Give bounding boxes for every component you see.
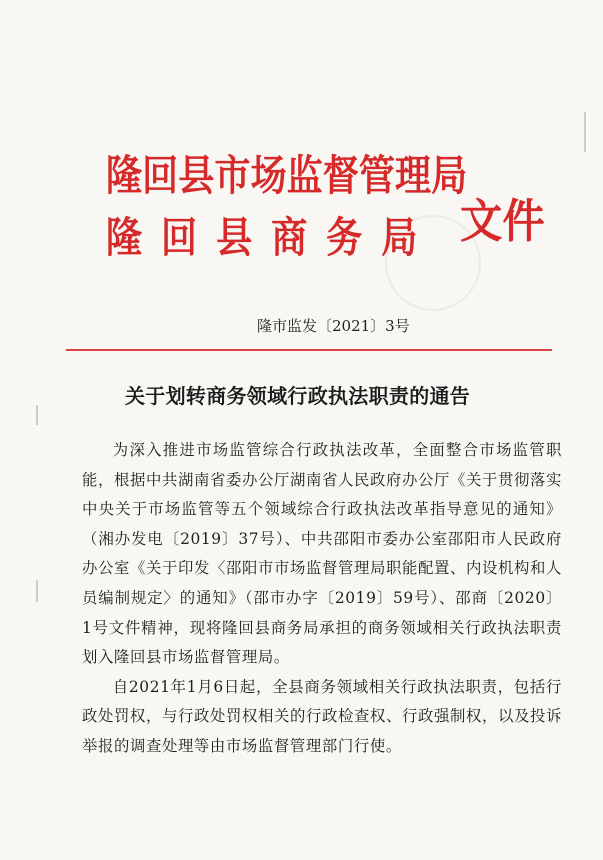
issuing-org-line-1: 隆回县市场监督管理局: [106, 151, 468, 200]
issuing-org-line-2: 隆回县商务局: [106, 213, 437, 262]
body-paragraph: 为深入推进市场监管综合行政执法改革，全面整合市场监管职能，根据中共湖南省委办公厅湖南省人民政府办公厅《关于贯彻落实中央关于市场监管等五个领域综合行政执法改革指导意见的通知》（湘办发电〔2019〕37号）、中共邵阳市委办公室邵阳市人民政府办公室《关于印发〈邵阳市市场监督管理局职能配置、内设机构和人员编制规定〉的通知》（邵市办字〔2019〕59号）、邵商〔2020〕1号文件精神，现将隆回县商务局承担的商务领域相关行政执法职责划入隆回县市场监督管理局。: [82, 441, 562, 667]
body-paragraph: 自2021年1月6日起，全县商务领域相关行政执法职责，包括行政处罚权，与行政处罚权相关的行政检查权、行政强制权，以及投诉举报的调查处理等由市场监督管理部门行使。: [82, 677, 562, 755]
red-divider: [66, 349, 552, 351]
scan-edge-mark: [584, 112, 586, 152]
scan-edge-mark: [36, 405, 38, 425]
doc-type-label: 文件: [460, 194, 545, 248]
document-title: 关于划转商务领域行政执法职责的通告: [125, 384, 471, 408]
scan-edge-mark: [36, 580, 38, 602]
document-number: 隆市监发〔2021〕3号: [257, 317, 410, 335]
document-body: [82, 436, 562, 762]
